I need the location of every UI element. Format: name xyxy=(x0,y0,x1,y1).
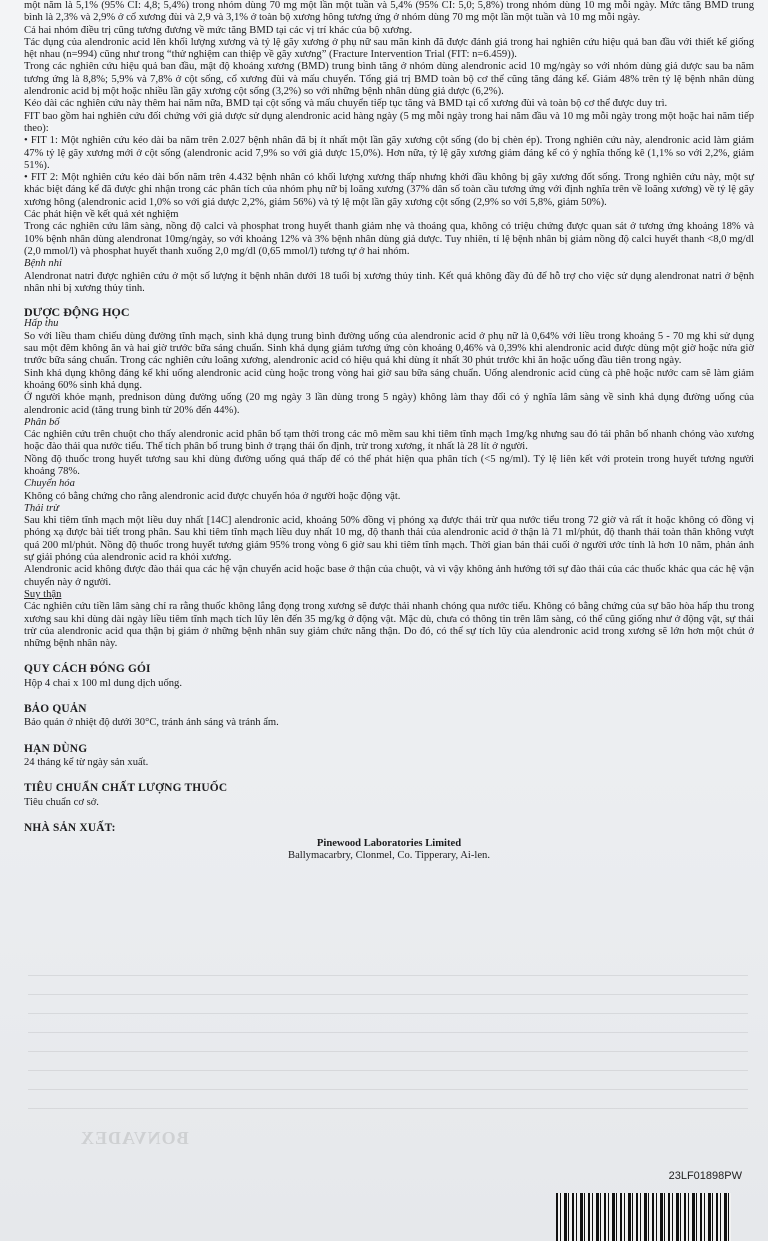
distribution-paragraph: Các nghiên cứu trên chuột cho thấy alendronic acid phân bố tạm thời trong các mô mềm sau khi tiêm tĩnh mạch 1mg/kg nhưng sau đó tái phân bố nhanh chóng vào xương hoặc đào thải qua nước tiểu. Thể tích phân bố trung bình ở trạng thái ổn định, trừ trong xương, ít nhất là 28 lít ở người. xyxy=(24,429,754,453)
document-code: 23LF01898PW xyxy=(668,1170,742,1182)
packaging-title: QUY CÁCH ĐÓNG GÓI xyxy=(24,663,151,676)
storage-title: BẢO QUẢN xyxy=(24,703,87,716)
absorption-heading: Hấp thu xyxy=(24,318,59,330)
packaging-text: Hộp 4 chai x 100 ml dung dịch uống. xyxy=(24,677,183,689)
renal-heading: Suy thận xyxy=(24,588,62,600)
elimination-paragraph: Alendronic acid không được đào thải qua các hệ vận chuyển acid hoặc base ở thận của chuột, và vì vậy không ảnh hưởng tới sự đào thải của các thuốc khác qua các hệ vận chuyển này ở người. xyxy=(24,564,754,588)
biotransformation-paragraph: Không có bằng chứng cho rằng alendronic acid được chuyển hóa ở người hoặc động vật. xyxy=(24,490,401,502)
renal-paragraph: Các nghiên cứu tiền lâm sàng chỉ ra rằng thuốc không lắng đọng trong xương sẽ được thải nhanh chóng qua nước tiểu. Không có bằng chứng của sự bão hòa hấp thu trong xương sau khi dùng dài ngày liều tiêm tĩnh mạch tích lũy lên đến 35 mg/kg ở động vật. Mặc dù, chưa có thông tin trên lâm sàng, có thể cũng giống như ở động vật, sự thải trừ của alendronic acid qua thận bị giảm ở những bệnh nhân suy giảm chức năng thận. Do đó, có thể sự tích lũy của alendronic acid trong xương sẽ lớn hơn một chút ở những bệnh nhân này. xyxy=(24,601,754,650)
distribution-paragraph: Nồng độ thuốc trong huyết tương sau khi dùng đường uống quá thấp để có thể phát hiện qua phân tích (<5 ng/ml). Tỷ lệ liên kết với protein trong huyết tương người khoảng 78%. xyxy=(24,453,754,477)
biotransformation-heading: Chuyển hóa xyxy=(24,478,75,490)
pediatric-heading: Bệnh nhi xyxy=(24,258,62,270)
show-through-table xyxy=(28,975,748,1126)
absorption-paragraph: Sinh khả dụng không đáng kể khi uống alendronic acid cùng hoặc trong vòng hai giờ sau bữa sáng chuẩn. Uống alendronic acid cùng cà phê hoặc nước cam sẽ làm giảm khoảng 60% sinh khả dụng. xyxy=(24,367,754,391)
paragraph-lab-findings: Trong các nghiên cứu lâm sàng, nồng độ calci và phosphat trong huyết thanh giảm nhẹ và thoáng qua, không có triệu chứng được quan sát ở tương ứng khoảng 18% và 10% bệnh nhân dùng alendronat 10mg/ngày, so với khoảng 12% và 3% bệnh nhân dùng giả dược. Tuy nhiên, tỉ lệ bệnh nhân bị giảm nồng độ calci huyết thanh <8,0 mg/dl (2,0 mmol/l) và phosphat huyết thanh xuống 2,0 mg/dl (0,65 mmol/l) tương tự ở hai nhóm. xyxy=(24,221,754,257)
pk-title: DƯỢC ĐỘNG HỌC xyxy=(24,305,130,320)
paragraph-efficacy-studies: Tác dụng của alendronic acid lên khối lượng xương và tỷ lệ gãy xương ở phụ nữ sau mãn kinh đã được đánh giá trong hai nghiên cứu hiệu quả ban đầu với thiết kế giống hệt nhau (n=994) cũng như trong “thử nghiệm can thiệp về gãy xương” (Fracture Intervention Trial (FIT: n=6.459)). xyxy=(24,36,754,61)
paragraph-lab-heading: Các phát hiện về kết quả xét nghiệm xyxy=(24,209,179,221)
paragraph-fit2: • FIT 2: Một nghiên cứu kéo dài bốn năm trên 4.432 bệnh nhân có khối lượng xương thấp nhưng khởi đầu không bị gãy xương đốt sống. Trong nghiên cứu này, một sự khác biệt đáng kể đã được ghi nhận trong các phân tích của nhóm phụ nữ bị loãng xương (37% dân số toàn cầu tương ứng với định nghĩa trên về loãng xương) về tỷ lệ gãy xương hông (alendronic acid 1,0% so với giả dược 2,2%, giảm 56%) và tỷ lệ một lần gãy xương cột sống (2,9% so với 5,8%, giảm 50%). xyxy=(24,172,754,208)
show-through-text: BONVADEX xyxy=(80,1128,189,1148)
leaflet-content xyxy=(24,0,754,863)
paragraph-initial-studies: Trong các nghiên cứu hiệu quả ban đầu, mật độ khoáng xương (BMD) trung bình tăng ở nhóm dùng alendronic acid 10 mg/ngày so với nhóm dùng giả dược sau ba năm tương ứng là 8,8%; 5,9% và 7,8% ở cột sống, cổ xương đùi và mấu chuyển. Tổng giá trị BMD toàn bộ cơ thể cũng tăng đáng kể. Giảm 48% trên tỷ lệ bệnh nhân dùng alendronic acid bị một hoặc nhiều lần gãy xương cột sống (3,2%) so với những bệnh nhân dùng giả dược (6,2%). xyxy=(24,61,754,98)
paragraph-bmd-other-sites: Cả hai nhóm điều trị cũng tương đương về mức tăng BMD tại các vị trí khác của bộ xương. xyxy=(24,24,413,36)
storage-text: Bảo quản ở nhiệt độ dưới 30°C, tránh ánh sáng và tránh ẩm. xyxy=(24,717,279,729)
barcode-graphic xyxy=(556,1193,731,1241)
shelf-life-title: HẠN DÙNG xyxy=(24,742,88,755)
paragraph-fit1: • FIT 1: Một nghiên cứu kéo dài ba năm trên 2.027 bệnh nhân đã bị ít nhất một lần gãy xương cột sống (do bị chèn ép). Trong nghiên cứu này, alendronic acid làm giảm 47% tỷ lệ gãy xương mới ở cột sống (alendronic acid 7,9% so với giả dược 15,0%). Hơn nữa, tỷ lệ gãy xương giảm đáng kể có ý nghĩa thống kê (1,1% so với 2,2%, giảm 51%). xyxy=(24,135,754,171)
manufacturer-address: Ballymacarbry, Clonmel, Co. Tipperary, Ai-len. xyxy=(288,850,490,862)
absorption-paragraph: So với liều tham chiếu dùng đường tĩnh mạch, sinh khả dụng trung bình đường uống của alendronic acid ở phụ nữ là 0,64% với liều trong khoảng 5 - 70 mg khi sử dụng sau một đêm không ăn và hai giờ trước bữa sáng chuẩn. Sinh khả dụng giảm tương ứng còn khoảng 0,46% và 0,39% khi alendronic acid được dùng một giờ hoặc nửa giờ trước bữa sáng chuẩn. Trong các nghiên cứu loãng xương, alendronic acid có hiệu quả khi dùng ít nhất 30 phút trước khi ăn hoặc uống đầu tiên trong ngày. xyxy=(24,330,754,367)
manufacturer-title: NHÀ SẢN XUẤT: xyxy=(24,821,116,834)
paragraph-extension: Kéo dài các nghiên cứu này thêm hai năm nữa, BMD tại cột sống và mấu chuyển tiếp tục tăng và BMD tại cổ xương đùi và toàn bộ cơ thể được duy trì. xyxy=(24,98,668,110)
absorption-paragraph: Ở người khỏe mạnh, prednison dùng đường uống (20 mg ngày 3 lần dùng trong 5 ngày) không làm thay đổi có ý nghĩa lâm sàng về sinh khả dụng đường uống của alendronic acid (tăng trung bình từ 20% đến 44%). xyxy=(24,392,754,416)
standard-title: TIÊU CHUẨN CHẤT LƯỢNG THUỐC xyxy=(24,782,228,795)
elimination-paragraph: Sau khi tiêm tĩnh mạch một liều duy nhất [14C] alendronic acid, khoảng 50% đồng vị phóng xạ được thải trừ qua nước tiểu trong 72 giờ và rất ít hoặc không có đồng vị phóng xạ được bài tiết trong phân. Sau khi tiêm tĩnh mạch liều duy nhất 10 mg, độ thanh thải của alendronic acid ở thận là 71 ml/phút, độ thanh thải toàn thân không vượt quá 200 ml/phút. Nồng độ thuốc trong huyết tương giảm 95% trong vòng 6 giờ sau khi tiêm tĩnh mạch. Thời gian bán thải cuối ở người ước tính là hơn 10 năm, phản ánh sự giải phóng của alendronic acid ra khỏi xương. xyxy=(24,515,754,564)
distribution-heading: Phân bố xyxy=(24,416,60,428)
standard-text: Tiêu chuẩn cơ sở. xyxy=(24,796,99,808)
manufacturer-name: Pinewood Laboratories Limited xyxy=(316,838,462,850)
paragraph-bmd-increase: một năm là 5,1% (95% CI: 4,8; 5,4%) trong nhóm dùng 70 mg một lần một tuần và 5,4% (95% CI: 5,0; 5,8%) trong nhóm dùng 10 mg mỗi ngày. Mức tăng BMD trung bình là 2,3% và 2,9% ở cổ xương đùi và 2,9 và 3,1% ở toàn bộ xương hông tương ứng ở nhóm dùng 70 mg một lần một tuần và 10 mg mỗi ngày. xyxy=(24,0,754,24)
elimination-heading: Thải trừ xyxy=(24,502,59,514)
manufacturer-block xyxy=(24,838,754,863)
paragraph-fit-intro: FIT bao gồm hai nghiên cứu đối chứng với giả dược sử dụng alendronic acid hàng ngày (5 mg mỗi ngày trong hai năm đầu và 10 mg mỗi ngày trong một hoặc hai năm tiếp theo): xyxy=(24,110,754,134)
pediatric-text: Alendronat natri được nghiên cứu ở một số lượng ít bệnh nhân dưới 18 tuổi bị xương thủy tinh. Kết quả không đầy đủ để hỗ trợ cho việc sử dụng alendronat natri ở bệnh nhân nhi bị xương thủy tinh. xyxy=(24,270,754,294)
shelf-life-text: 24 tháng kể từ ngày sản xuất. xyxy=(24,756,149,768)
